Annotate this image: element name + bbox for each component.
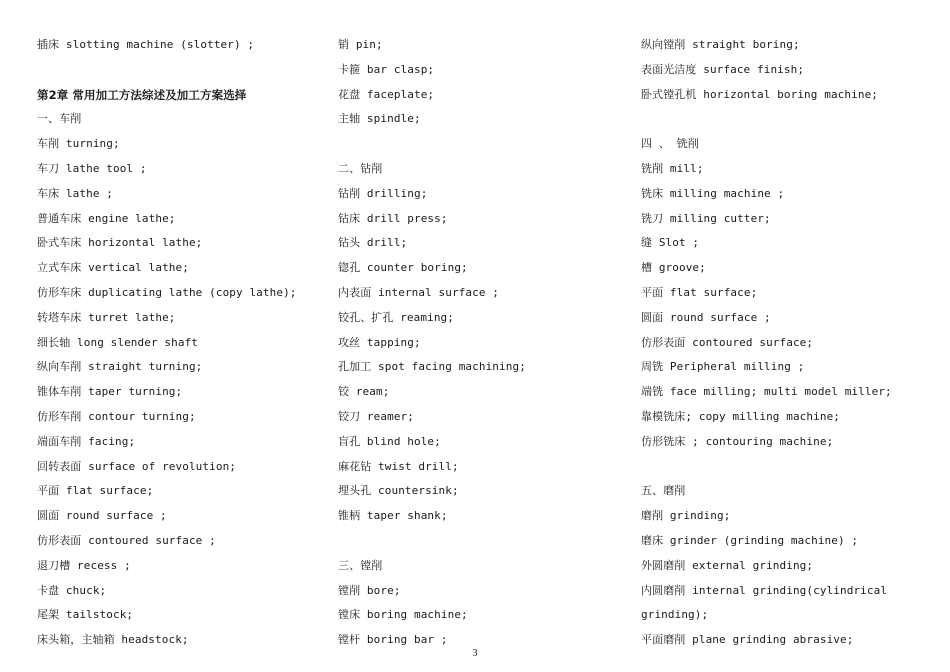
glossary-line	[641, 455, 941, 480]
glossary-line: 表面光洁度 surface finish;	[641, 62, 805, 76]
glossary-line: 端面车削 facing;	[37, 434, 136, 448]
glossary-line: 铣刀 milling cutter;	[641, 211, 771, 225]
glossary-line: 槽 groove;	[641, 261, 706, 275]
glossary-line: 纵向车削 straight turning;	[37, 360, 203, 374]
glossary-line: 钻头 drill;	[338, 236, 408, 250]
glossary-line: 仿形车削 contour turning;	[37, 409, 196, 423]
glossary-line: 镗削 bore;	[338, 583, 401, 597]
glossary-line: 卡盘 chuck;	[37, 583, 107, 597]
glossary-line: 圆面 round surface ;	[641, 310, 771, 324]
glossary-line: 主轴 spindle;	[338, 112, 421, 126]
glossary-line: 卡箍 bar clasp;	[338, 62, 435, 76]
glossary-line: 仿形铣床 ; contouring machine;	[641, 434, 834, 448]
glossary-line: 仿形车床 duplicating lathe (copy lathe);	[37, 285, 297, 299]
glossary-line: 仿形表面 contoured surface ;	[37, 533, 216, 547]
glossary-line: 靠模铣床; copy milling machine;	[641, 409, 841, 423]
glossary-line: 麻花钻 twist drill;	[338, 459, 459, 473]
glossary-line: 转塔车床 turret lathe;	[37, 310, 176, 324]
column-right	[641, 33, 941, 653]
glossary-line: 周铣 Peripheral milling ;	[641, 360, 805, 374]
glossary-line	[641, 107, 941, 132]
glossary-line: 孔加工 spot facing machining;	[338, 360, 526, 374]
glossary-line: 回转表面 surface of revolution;	[37, 459, 237, 473]
glossary-line: 仿形表面 contoured surface;	[641, 335, 814, 349]
glossary-line: 镗床 boring machine;	[338, 608, 468, 622]
glossary-line	[37, 58, 327, 83]
glossary-line: 磨床 grinder (grinding machine) ;	[641, 533, 859, 547]
glossary-line: 埋头孔 countersink;	[338, 484, 459, 498]
glossary-line: 缝 Slot ;	[641, 236, 700, 250]
glossary-line	[338, 132, 628, 157]
glossary-line: 铣削 mill;	[641, 161, 704, 175]
glossary-line: 立式车床 vertical lathe;	[37, 261, 189, 275]
glossary-line: 卧式车床 horizontal lathe;	[37, 236, 203, 250]
glossary-line: 圆面 round surface ;	[37, 509, 167, 523]
glossary-line: grinding);	[641, 608, 709, 622]
glossary-line: 卧式镗孔机 horizontal boring machine;	[641, 87, 879, 101]
glossary-line: 三、镗削	[338, 558, 383, 572]
chapter-heading: 第2章 常用加工方法综述及加工方案选择	[37, 87, 247, 102]
glossary-line: 插床 slotting machine (slotter) ;	[37, 38, 255, 51]
glossary-line: 销 pin;	[338, 38, 383, 51]
glossary-line: 一、车削	[37, 112, 82, 126]
glossary-line: 锪孔 counter boring;	[338, 261, 468, 275]
column-left	[37, 33, 327, 653]
glossary-line: 退刀槽 recess ;	[37, 558, 131, 572]
glossary-line: 尾架 tailstock;	[37, 608, 134, 622]
column-middle	[338, 33, 628, 653]
glossary-line: 钻削 drilling;	[338, 186, 428, 200]
glossary-line: 细长轴 long slender shaft	[37, 335, 199, 349]
glossary-line: 铰孔、扩孔 reaming;	[338, 310, 455, 324]
glossary-line: 二、钻削	[338, 161, 383, 175]
glossary-line: 平面磨削 plane grinding abrasive;	[641, 633, 854, 647]
glossary-line: 磨削 grinding;	[641, 509, 731, 523]
glossary-line: 普通车床 engine lathe;	[37, 211, 176, 225]
glossary-line: 内圆磨削 internal grinding(cylindrical	[641, 583, 888, 597]
glossary-line: 五、磨削	[641, 484, 686, 498]
glossary-line: 车床 lathe ;	[37, 186, 113, 200]
glossary-line: 车削 turning;	[37, 137, 120, 151]
glossary-line: 铰 ream;	[338, 385, 390, 399]
glossary-line: 车刀 lathe tool ;	[37, 161, 147, 175]
glossary-line: 平面 flat surface;	[641, 285, 758, 299]
glossary-line: 锥柄 taper shank;	[338, 509, 448, 523]
glossary-line: 床头箱，主轴箱 headstock;	[37, 633, 189, 647]
glossary-line: 花盘 faceplate;	[338, 87, 435, 101]
glossary-line: 镗杆 boring bar ;	[338, 633, 448, 647]
glossary-line: 铰刀 reamer;	[338, 409, 414, 423]
glossary-line: 外圆磨削 external grinding;	[641, 558, 814, 572]
glossary-line: 盲孔 blind hole;	[338, 434, 441, 448]
glossary-line: 平面 flat surface;	[37, 484, 154, 498]
glossary-line: 钻床 drill press;	[338, 211, 448, 225]
glossary-line: 锥体车削 taper turning;	[37, 385, 183, 399]
glossary-line: 攻丝 tapping;	[338, 335, 421, 349]
page-number: 3	[472, 648, 478, 659]
glossary-line	[338, 529, 628, 554]
glossary-line: 内表面 internal surface ;	[338, 285, 500, 299]
glossary-line: 纵向镗削 straight boring;	[641, 38, 800, 51]
glossary-line: 端铣 face milling; multi model miller;	[641, 385, 892, 399]
glossary-line: 铣床 milling machine ;	[641, 186, 785, 200]
glossary-line: 四 、 铣削	[641, 137, 699, 151]
